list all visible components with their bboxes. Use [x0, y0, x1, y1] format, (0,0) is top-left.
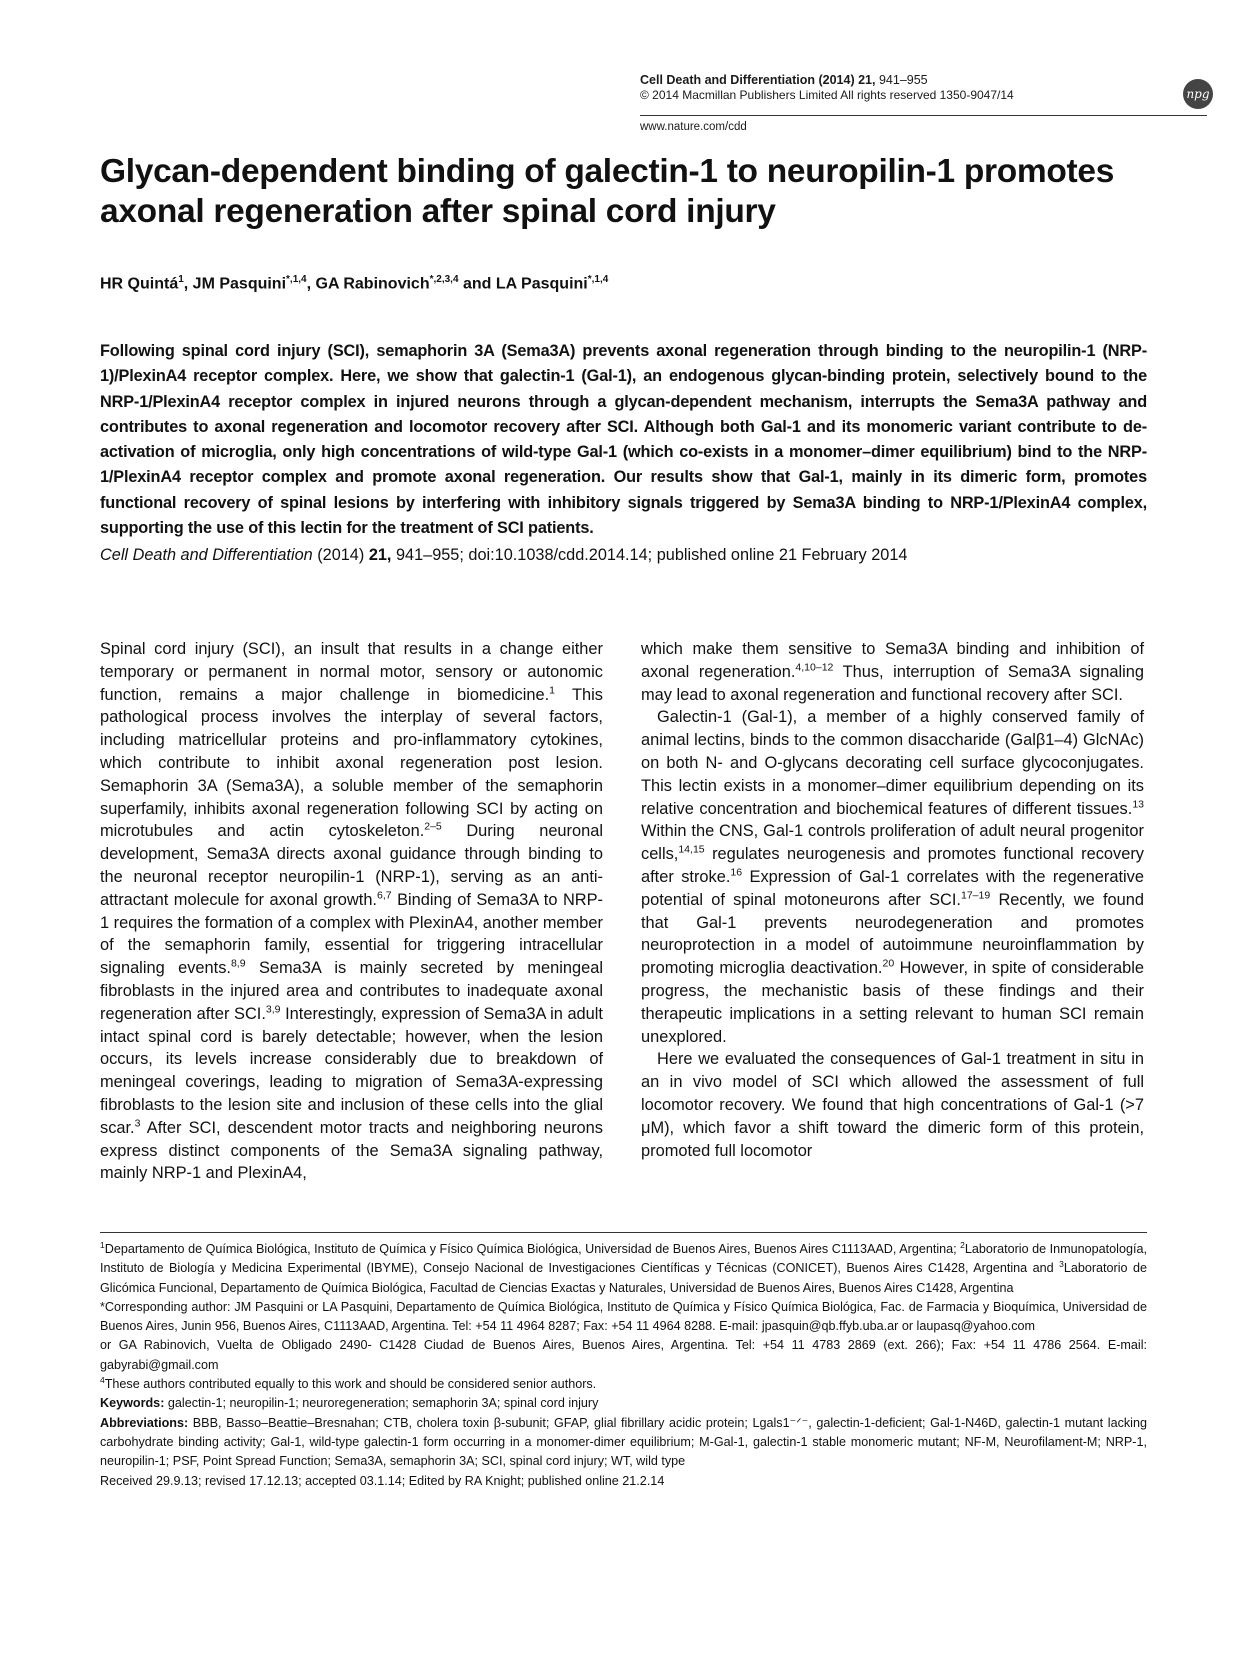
corresponding-author: *Corresponding author: JM Pasquini or LA Pasquini, Departamento de Química Biológica, Instituto de Química y Físico Química Biológica, Fac. de Farmacia y Bioquímica, Universidad de Buenos Aires, Junin 956, Buenos Aires, C1113AAD, Argentina. Tel: +54 11 4964 8287; Fax: +54 11 4964 8288. E-mail: jpasquin@qb.ffyb.uba.ar or laupasq@yahoo.com [100, 1299, 1147, 1334]
reference-marker: 2–5 [424, 820, 442, 833]
body-text: Binding of Sema3A to NRP-1 requires the formation of a complex with PlexinA4, another member of the semaphorin family, essential for triggering intracellular signaling events. [100, 890, 604, 978]
citation-year: (2014) [312, 546, 369, 564]
affiliation-text: Laboratorio de Glicómica Funcional, Departamento de Química Biológica, Facultad de Ciencias Exactas y Naturales, Universidad de Buenos Aires, Buenos Aires C1428, Argentina [100, 1261, 1147, 1295]
affiliation-text: Departamento de Química Biológica, Instituto de Química y Físico Química Biológica, Universidad de Buenos Aires, Buenos Aires C1113AAD, Argentina; [104, 1242, 961, 1256]
citation-volume: 21, [368, 546, 392, 564]
citation-details: 941–955; doi:10.1038/cdd.2014.14; published online 21 February 2014 [391, 546, 908, 564]
keywords-text: galectin-1; neuropilin-1; neuroregeneration; semaphorin 3A; spinal cord injury [164, 1396, 599, 1411]
body-text: regulates neurogenesis and promotes functional recovery after stroke. [641, 845, 1144, 886]
author-list: HR Quintá$^1$, JM Pasquini$^{*,1,4}$, GA Rabinovich$^{*,2,3,4}$ and LA Pasquini$^{*,1,4}$ [100, 274, 609, 293]
article-title: Glycan-dependent binding of galectin-1 to neuropilin-1 promotes axonal regeneration after spinal cord injury [100, 153, 1115, 230]
reference-marker: 3 [134, 1117, 141, 1130]
author-affiliation-marker: *,1,4 [587, 274, 609, 285]
body-text: However, in spite of considerable progress, the mechanistic basis of these findings and their therapeutic implications in a setting relevant to human SCI remain unexplored. [641, 959, 1144, 1046]
affiliation-marker: 2 [960, 1239, 965, 1250]
body-text: which make them sensitive to Sema3A binding and inhibition of axonal regeneration. [641, 640, 1144, 681]
body-paragraph [641, 1048, 1144, 1162]
reference-marker: 16 [730, 866, 743, 879]
author-affiliation-marker: 1 [178, 274, 184, 285]
body-text: Sema3A is mainly secreted by meningeal fibroblasts in the injured area and contributes to inadequate axonal regeneration after SCI. [100, 959, 603, 1023]
reference-marker: 17–19 [961, 889, 991, 902]
footnote-divider [100, 1232, 1147, 1233]
reference-marker: 8,9 [230, 957, 246, 970]
author-affiliation-marker: *,1,4 [286, 274, 307, 285]
author-name: LA Pasquini [495, 275, 588, 293]
journal-header [640, 73, 1014, 103]
author-name: JM Pasquini [192, 275, 287, 293]
journal-name: Cell Death and Differentiation (2014) 21, [640, 73, 876, 87]
reference-marker: 3,9 [265, 1003, 281, 1016]
equal-contribution-note [100, 1375, 1147, 1394]
affiliations [100, 1240, 1147, 1298]
body-text: Expression of Gal-1 correlates with the regenerative potential of spinal motoneurons after SCI. [641, 867, 1144, 909]
corresponding-author-2: or GA Rabinovich, Vuelta de Obligado 2490- C1428 Ciudad de Buenos Aires, Buenos Aires, Argentina. Tel: +54 11 4783 2869 (ext. 266); Fax: +54 11 4786 2564. E-mail: gabyrabi@gmail.com [100, 1338, 1147, 1372]
reference-marker: 13 [1132, 798, 1144, 811]
citation-line [100, 544, 907, 566]
keywords-label: Keywords: [100, 1396, 165, 1411]
body-text: After SCI, descendent motor tracts and neighboring neurons express distinct components of the Sema3A signaling pathway, mainly NRP-1 and PlexinA4, [100, 1118, 603, 1183]
body-text: Galectin-1 (Gal-1), a member of a highly conserved family of animal lectins, binds to the common disaccharide (Galβ1–4) GlcNAc) on both N- and O-glycans decorating cell surface glycoconjugates. This lectin exists in a monomer–dimer equilibrium depending on its relative concentration and biochemical features of different tissues. [641, 708, 1144, 818]
journal-pages: 941–955 [875, 73, 928, 87]
body-text: Spinal cord injury (SCI), an insult that results in a change either temporary or permanent in normal motor, sensory or autonomic function, remains a major challenge in biomedicine. [100, 640, 603, 704]
header-divider [640, 115, 1207, 116]
abstract: Following spinal cord injury (SCI), semaphorin 3A (Sema3A) prevents axonal regeneration through binding to the neuropilin-1 (NRP-1)/PlexinA4 receptor complex. Here, we show that galectin-1 (Gal-1), an endogenous glycan-binding protein, selectively bound to the NRP-1/PlexinA4 receptor complex in injured neurons through a glycan-dependent mechanism, interrupts the Sema3A pathway and contributes to axonal regeneration and locomotor recovery after SCI. Although both Gal-1 and its monomeric variant contribute to de-activation of microglia, only high concentrations of wild-type Gal-1 (which co-exists in a monomer–dimer equilibrium) bind to the NRP-1/PlexinA4 receptor complex and promote axonal regeneration. Our results show that Gal-1, mainly in its dimeric form, promotes functional recovery of spinal lesions by interfering with inhibitory signals triggered by Sema3A binding to NRP-1/PlexinA4 complex, supporting the use of this lectin for the treatment of SCI patients. [100, 342, 1147, 538]
body-paragraph [641, 706, 1144, 1048]
body-text: Within the CNS, Gal-1 controls proliferation of adult neural progenitor cells, [641, 822, 1144, 864]
footnotes [100, 1240, 1147, 1491]
body-paragraph [641, 638, 1144, 706]
npg-logo: npg [1183, 79, 1213, 109]
abbreviations [100, 1414, 1147, 1472]
abbreviations-label: Abbreviations: [100, 1415, 189, 1430]
author-affiliation-marker: *,2,3,4 [429, 274, 459, 285]
author-name: HR Quintá [100, 275, 179, 293]
reference-marker: 1 [549, 684, 556, 697]
body-text: Recently, we found that Gal-1 prevents neurodegeneration and promotes neuroprotection in a model of autoimmune neuroinflammation by promoting microglia deactivation. [641, 890, 1144, 978]
citation-journal: Cell Death and Differentiation [100, 546, 313, 564]
affiliation-marker: 3 [1059, 1259, 1064, 1270]
body-text: During neuronal development, Sema3A directs axonal guidance through binding to the neuronal receptor neuropilin-1 (NRP-1), serving as an anti-attractant molecule for axonal growth. [100, 822, 603, 909]
body-column-left [100, 638, 603, 1185]
reference-marker: 20 [882, 957, 895, 970]
reference-marker: 14,15 [678, 843, 705, 856]
reference-marker: 4,10–12 [795, 661, 834, 674]
copyright-line: © 2014 Macmillan Publishers Limited All rights reserved 1350-9047/14 [640, 88, 1014, 102]
body-text: Interestingly, expression of Sema3A in adult intact spinal cord is barely detectable; however, when the lesion occurs, its levels increase considerably due to breakdown of meningeal coverings, leading to migration of Sema3A-expressing fibroblasts to the lesion site and inclusion of these cells into the glial scar. [100, 1004, 603, 1137]
received-dates: Received 29.9.13; revised 17.12.13; accepted 03.1.14; Edited by RA Knight; published online 21.2.14 [100, 1473, 665, 1488]
author-name: GA Rabinovich [315, 275, 430, 293]
affiliation-marker: 1 [100, 1239, 105, 1250]
journal-website-link[interactable]: www.nature.com/cdd [640, 121, 747, 133]
body-text: Here we evaluated the consequences of Gal-1 treatment in situ in an in vivo model of SCI which allowed the assessment of full locomotor recovery. We found that high concentrations of Gal-1 (>7 μM), which favor a shift toward the dimeric form of this protein, promoted full locomotor [641, 1050, 1144, 1160]
author-conjunction: and [462, 275, 492, 293]
keywords [100, 1394, 1147, 1413]
body-text: Thus, interruption of Sema3A signaling may lead to axonal regeneration and functional recovery after SCI. [641, 662, 1145, 704]
reference-marker: 6,7 [377, 889, 392, 902]
abbreviations-text: BBB, Basso–Beattie–Bresnahan; CTB, cholera toxin β-subunit; GFAP, glial fibrillary acidic protein; Lgals1⁻ᐟ⁻, galectin-1-deficient; Gal-1-N46D, galectin-1 mutant lacking carbohydrate binding activity; Gal-1, wild-type galectin-1 form occurring in a monomer-dimer equilibrium; M-Gal-1, galectin-1 stable monomeric mutant; NF-M, Neurofilament-M; NRP-1, neuropilin-1; PSF, Point Spread Function; Sema3A, semaphorin 3A; SCI, spinal cord injury; WT, wild type [100, 1415, 1147, 1469]
affiliation-text: Laboratorio de Inmunopatología, Instituto de Biología y Medicina Experimental (IBYME), Consejo Nacional de Investigaciones Científicas y Técnicas (CONICET), Buenos Aires C1428, Argentina and [100, 1242, 1147, 1276]
footnote-marker: 4 [100, 1374, 105, 1385]
body-text: This pathological process involves the interplay of several factors, including matricellular proteins and pro-inflammatory cytokines, which contribute to inhibit axonal regeneration post lesion. Semaphorin 3A (Sema3A), a soluble member of the semaphorin superfamily, inhibits axonal regeneration following SCI by acting on microtubules and actin cytoskeleton. [100, 685, 603, 841]
body-paragraph [100, 638, 603, 1185]
footnote-text: These authors contributed equally to this work and should be considered senior authors. [104, 1377, 597, 1392]
body-column-right [641, 638, 1144, 1162]
